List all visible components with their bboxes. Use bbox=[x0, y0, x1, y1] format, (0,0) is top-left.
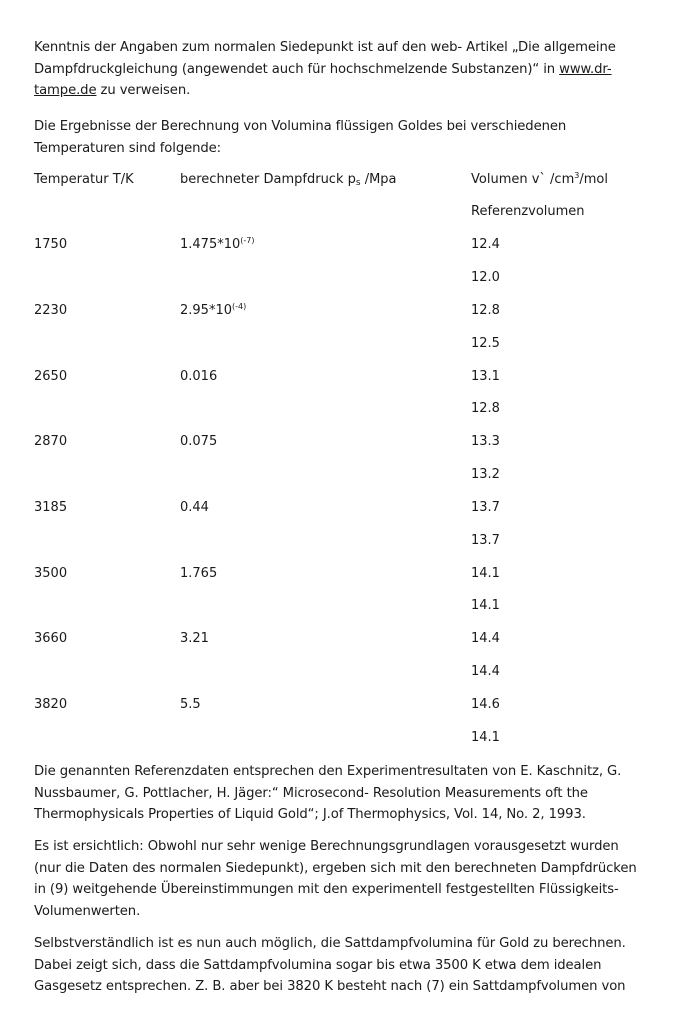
intro-paragraph bbox=[34, 37, 654, 102]
conclusion-line-2: (nur die Daten des normalen Siedepunkt), ergeben sich mit den berechneten Dampfdrücken bbox=[34, 860, 637, 876]
saturation-line-2: Dabei zeigt sich, dass die Sattdampfvolumina sogar bis etwa 3500 K etwa dem idealen bbox=[34, 957, 602, 973]
row-4-reference: 13.2 bbox=[471, 467, 500, 482]
saturation-paragraph bbox=[34, 933, 654, 998]
intro-line-2 bbox=[34, 59, 654, 81]
intro-line-3-text: zu verweisen. bbox=[96, 83, 191, 98]
row-2-temperature: 2230 bbox=[34, 303, 68, 318]
website-link-part-2[interactable]: tampe.de bbox=[34, 83, 97, 98]
row-7-temperature: 3660 bbox=[34, 631, 68, 646]
reference-note-line-1: Die genannten Referenzdaten entsprechen den Experimentresultaten von E. Kaschnitz, G. bbox=[34, 764, 622, 779]
row-7-reference: 14.4 bbox=[471, 664, 500, 679]
conclusion-line-4: Volumenwerten. bbox=[34, 903, 141, 919]
saturation-line-1: Selbstverständlich ist es nun auch möglich, die Sattdampfvolumina für Gold zu berechnen. bbox=[34, 936, 626, 951]
conclusion-line-1: Es ist ersichtlich: Obwohl nur sehr wenige Berechnungsgrundlagen vorausgesetzt wurden bbox=[34, 839, 619, 854]
row-2-volume: 12.8 bbox=[471, 303, 500, 318]
intro-line-3 bbox=[34, 80, 654, 102]
row-1-volume: 12.4 bbox=[471, 237, 500, 252]
row-5-volume: 13.7 bbox=[471, 500, 500, 515]
row-8-reference: 14.1 bbox=[471, 730, 500, 745]
row-2-reference: 12.5 bbox=[471, 336, 500, 351]
row-8-pressure: 5.5 bbox=[180, 697, 201, 712]
results-intro-paragraph bbox=[34, 116, 654, 159]
row-5-temperature: 3185 bbox=[34, 500, 68, 515]
row-2-pressure: $2.95*10^{(-4)}$ bbox=[180, 302, 247, 318]
row-7-pressure: 3.21 bbox=[180, 631, 209, 646]
row-6-reference: 14.1 bbox=[471, 598, 500, 613]
conclusion-line-3: in (9) weitgehende Übereinstimmungen mit den experimentell festgestellten Flüssigkeits- bbox=[34, 882, 619, 897]
row-6-pressure: 1.765 bbox=[180, 566, 218, 581]
results-intro-line-1: Die Ergebnisse der Berechnung von Volumina flüssigen Goldes bei verschiedenen bbox=[34, 119, 567, 134]
row-4-pressure: 0.075 bbox=[180, 434, 218, 449]
conclusion-paragraph bbox=[34, 836, 654, 922]
reference-note-line-2: Nussbaumer, G. Pottlacher, H. Jäger:“ Microsecond- Resolution Measurements oft the bbox=[34, 785, 588, 801]
row-7-volume: 14.4 bbox=[471, 631, 500, 646]
row-3-reference: 12.8 bbox=[471, 401, 500, 416]
header-volume: Volumen v` $/cm^3$/mol bbox=[471, 171, 608, 187]
website-link-part-1[interactable]: www.dr- bbox=[559, 61, 612, 77]
reference-note-line-3: Thermophysicals Properties of Liquid Gold“; J.of Thermophysics, Vol. 14, No. 2, 1993. bbox=[34, 807, 586, 822]
row-5-reference: 13.7 bbox=[471, 533, 500, 548]
header-pressure: berechneter Dampfdruck $p_s$ /Mpa bbox=[180, 172, 397, 188]
intro-line-2-text: Dampfdruckgleichung (angewendet auch für hochschmelzende Substanzen)“ in bbox=[34, 61, 560, 77]
row-4-volume: 13.3 bbox=[471, 434, 500, 449]
row-4-temperature: 2870 bbox=[34, 434, 68, 449]
header-reference-volume: Referenzvolumen bbox=[471, 204, 585, 219]
saturation-line-3: Gasgesetz entsprechen. Z. B. aber bei 3820 K besteht nach (7) ein Sattdampfvolumen von bbox=[34, 979, 626, 994]
row-6-temperature: 3500 bbox=[34, 566, 68, 581]
row-6-volume: 14.1 bbox=[471, 566, 500, 581]
results-intro-line-2: Temperaturen sind folgende: bbox=[34, 140, 221, 156]
row-3-volume: 13.1 bbox=[471, 369, 500, 384]
row-3-pressure: 0.016 bbox=[180, 369, 218, 384]
row-5-pressure: 0.44 bbox=[180, 500, 209, 515]
header-temperature: Temperatur T/K bbox=[34, 172, 134, 187]
reference-note-paragraph bbox=[34, 761, 654, 826]
row-8-temperature: 3820 bbox=[34, 697, 68, 712]
row-1-reference: 12.0 bbox=[471, 270, 500, 285]
row-3-temperature: 2650 bbox=[34, 369, 68, 384]
row-1-pressure: $1.475*10^{(-7)}$ bbox=[180, 236, 255, 252]
row-8-volume: 14.6 bbox=[471, 697, 500, 712]
intro-line-1: Kenntnis der Angaben zum normalen Siedepunkt ist auf den web- Artikel „Die allgemeine bbox=[34, 40, 616, 55]
row-1-temperature: 1750 bbox=[34, 237, 68, 252]
